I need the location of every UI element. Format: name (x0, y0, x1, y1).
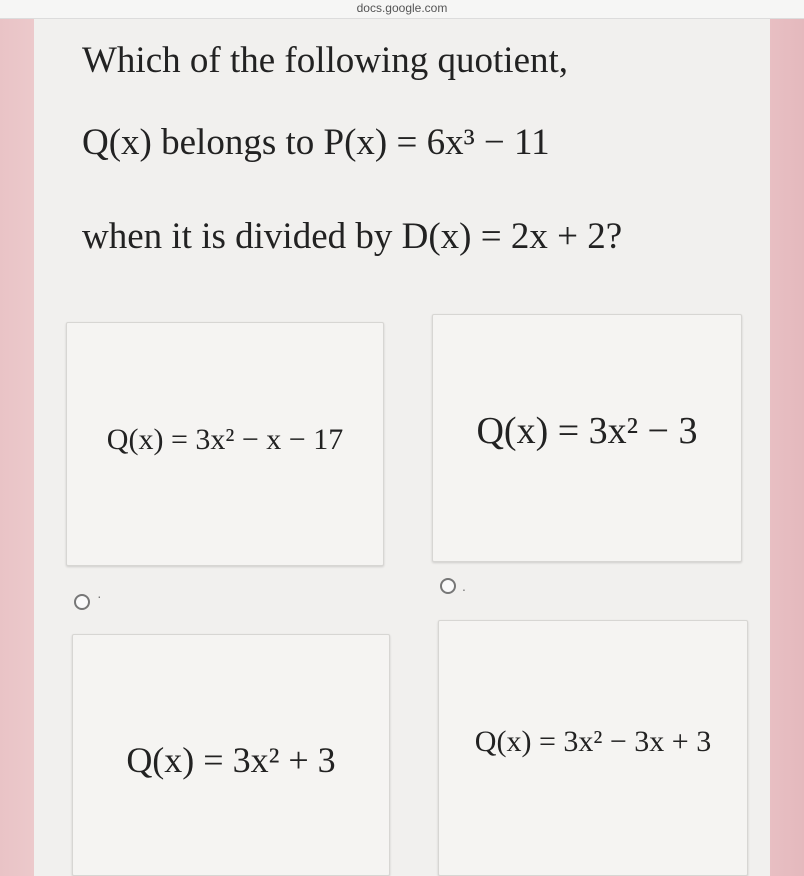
option-card-3[interactable] (72, 634, 390, 876)
question-line-3: when it is divided by D(x) = 2x + 2? (82, 216, 623, 257)
option-card-1[interactable] (66, 322, 384, 566)
option-1-marker: · (97, 588, 102, 604)
option-2-marker: . (462, 578, 466, 594)
option-2-formula: Q(x) = 3x² − 3 (476, 410, 698, 452)
option-3-formula: Q(x) = 3x² + 3 (126, 740, 336, 780)
option-2-radio[interactable] (440, 578, 456, 594)
question-line-2: Q(x) belongs to P(x) = 6x³ − 11 (82, 122, 550, 163)
question-line-1: Which of the following quotient, (82, 40, 569, 81)
url-text: docs.google.com (356, 1, 448, 15)
option-1-formula: Q(x) = 3x² − x − 17 (106, 423, 344, 456)
option-1-radio[interactable] (74, 594, 90, 610)
option-card-2[interactable] (432, 314, 742, 562)
option-card-4[interactable] (438, 620, 748, 876)
browser-url-bar[interactable] (0, 0, 804, 19)
option-4-formula: Q(x) = 3x² − 3x + 3 (474, 725, 712, 758)
